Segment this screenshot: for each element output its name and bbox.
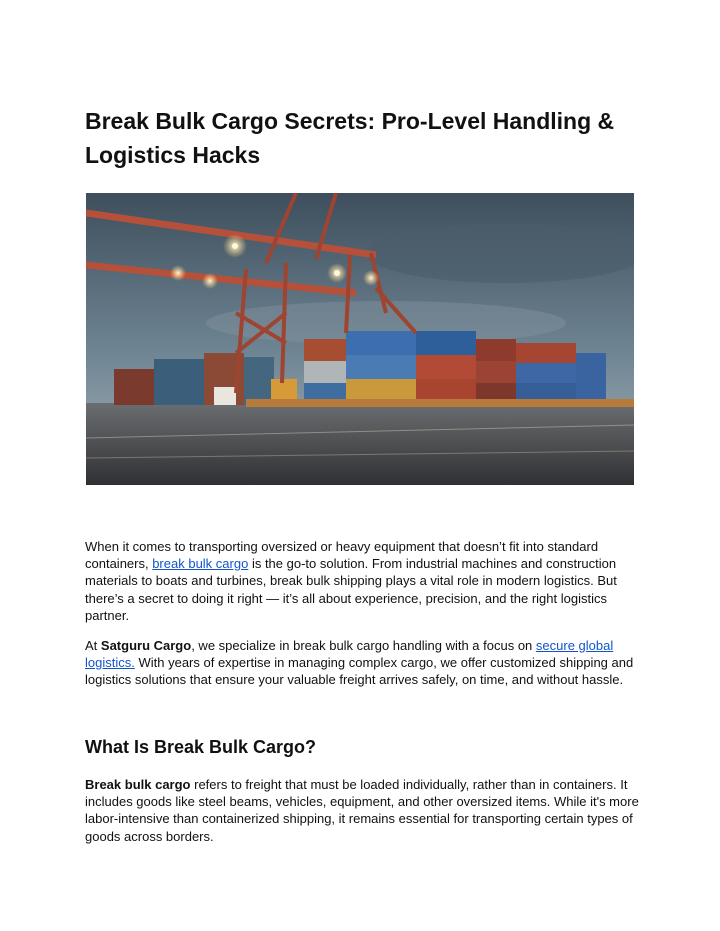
company-lead-text: At [85,638,101,653]
definition-text: refers to freight that must be loaded individually, rather than in containers. It includes goods like steel beams, vehicles, equipment, and other oversized items. While it's more labor-intensive than containerized shipping, it remains essential for transporting certain types of goods across borders. [85,777,639,844]
document-title: Break Bulk Cargo Secrets: Pro-Level Handling & Logistics Hacks [85,108,615,168]
company-paragraph [85,637,640,689]
break-bulk-cargo-link[interactable]: break bulk cargo [152,556,249,572]
definition-term: Break bulk cargo [85,777,191,792]
company-text-middle: , we specialize in break bulk cargo handling with a focus on [191,638,536,653]
company-name: Satguru Cargo [100,638,192,653]
intro-paragraph [85,538,640,624]
hero-image-port-cranes-containers [86,193,634,485]
secure-global-logistics-link[interactable]: secure global logistics. [85,638,614,671]
company-text-end: With years of expertise in managing complex cargo, we offer customized shipping and logistics solutions that ensure your valuable freight arrives safely, on time, and without hassle. [85,655,634,688]
section-heading: What Is Break Bulk Cargo? [85,737,317,757]
definition-paragraph [85,776,640,845]
intro-text-start: When it comes to transporting oversized or heavy equipment that doesn’t fit into standard containers, [85,539,599,572]
intro-text-end: is the go-to solution. From industrial machines and construction materials to boats and turbines, break bulk shipping plays a vital role in modern logistics. But there’s a secret to doing it right — it’s all about experience, precision, and the right logistics partner. [85,556,617,623]
